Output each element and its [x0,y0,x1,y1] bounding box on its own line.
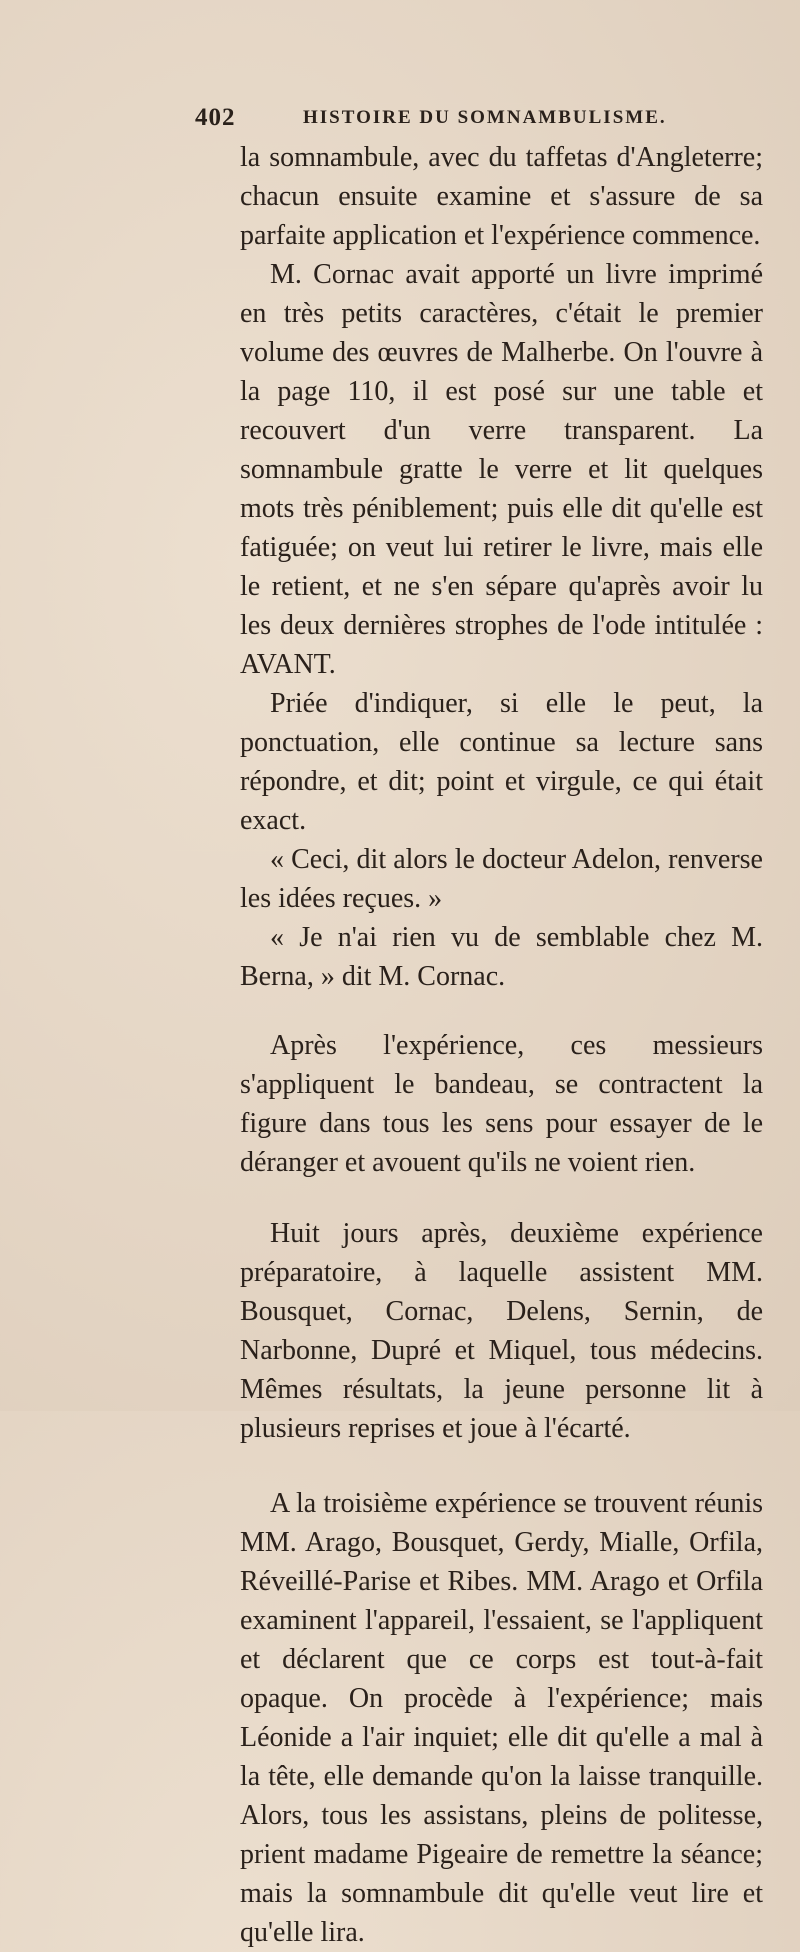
running-title: HISTOIRE DU SOMNAMBULISME. [303,107,667,128]
paragraph: Priée d'indiquer, si elle le peut, la ponctuation, elle continue sa lecture sans répondre, et dit; point et virgule, ce qui était exact. [240,688,763,836]
quote-paragraph: « Je n'ai rien vu de semblable chez M. Berna, » dit M. Cornac. [240,922,763,992]
paragraph: A la troisième expérience se trouvent réunis MM. Arago, Bousquet, Gerdy, Mialle, Orfila, Réveillé-Parise et Ribes. MM. Arago et Orfila examinent l'appareil, l'essaient, se l'appliquent et déclarent que ce corps est tout-à-fait opaque. On procède à l'expérience; mais Léonide a l'air inquiet; elle dit qu'elle a mal à la tête, elle demande qu'on la laisse tranquille. Alors, tous les assistans, pleins de politesse, prient madame Pigeaire de remettre la séance; mais la somnambule dit qu'elle veut lire et qu'elle lira. [240,1488,763,1948]
body-text [240,138,763,1952]
quote-paragraph: « Ceci, dit alors le docteur Adelon, renverse les idées reçues. » [240,844,763,914]
paragraph: la somnambule, avec du taffetas d'Angleterre; chacun ensuite examine et s'assure de sa parfaite application et l'expérience commence. [240,142,763,251]
paragraph: Huit jours après, deuxième expérience préparatoire, à laquelle assistent MM. Bousquet, Cornac, Delens, Sernin, de Narbonne, Dupré et Miquel, tous médecins. Mêmes résultats, la jeune personne lit à plusieurs reprises et joue à l'écarté. [240,1218,763,1444]
paragraph: Après l'expérience, ces messieurs s'appliquent le bandeau, se contractent la figure dans tous les sens pour essayer de le déranger et avouent qu'ils ne voient rien. [240,1030,763,1178]
page-number: 402 [195,104,236,131]
paragraph: M. Cornac avait apporté un livre imprimé en très petits caractères, c'était le premier volume des œuvres de Malherbe. On l'ouvre à la page 110, il est posé sur une table et recouvert d'un verre transparent. La somnambule gratte le verre et lit quelques mots très péniblement; puis elle dit qu'elle est fatiguée; on veut lui retirer le livre, mais elle le retient, et ne s'en sépare qu'après avoir lu les deux dernières strophes de l'ode intitulée : AVANT. [240,259,763,680]
